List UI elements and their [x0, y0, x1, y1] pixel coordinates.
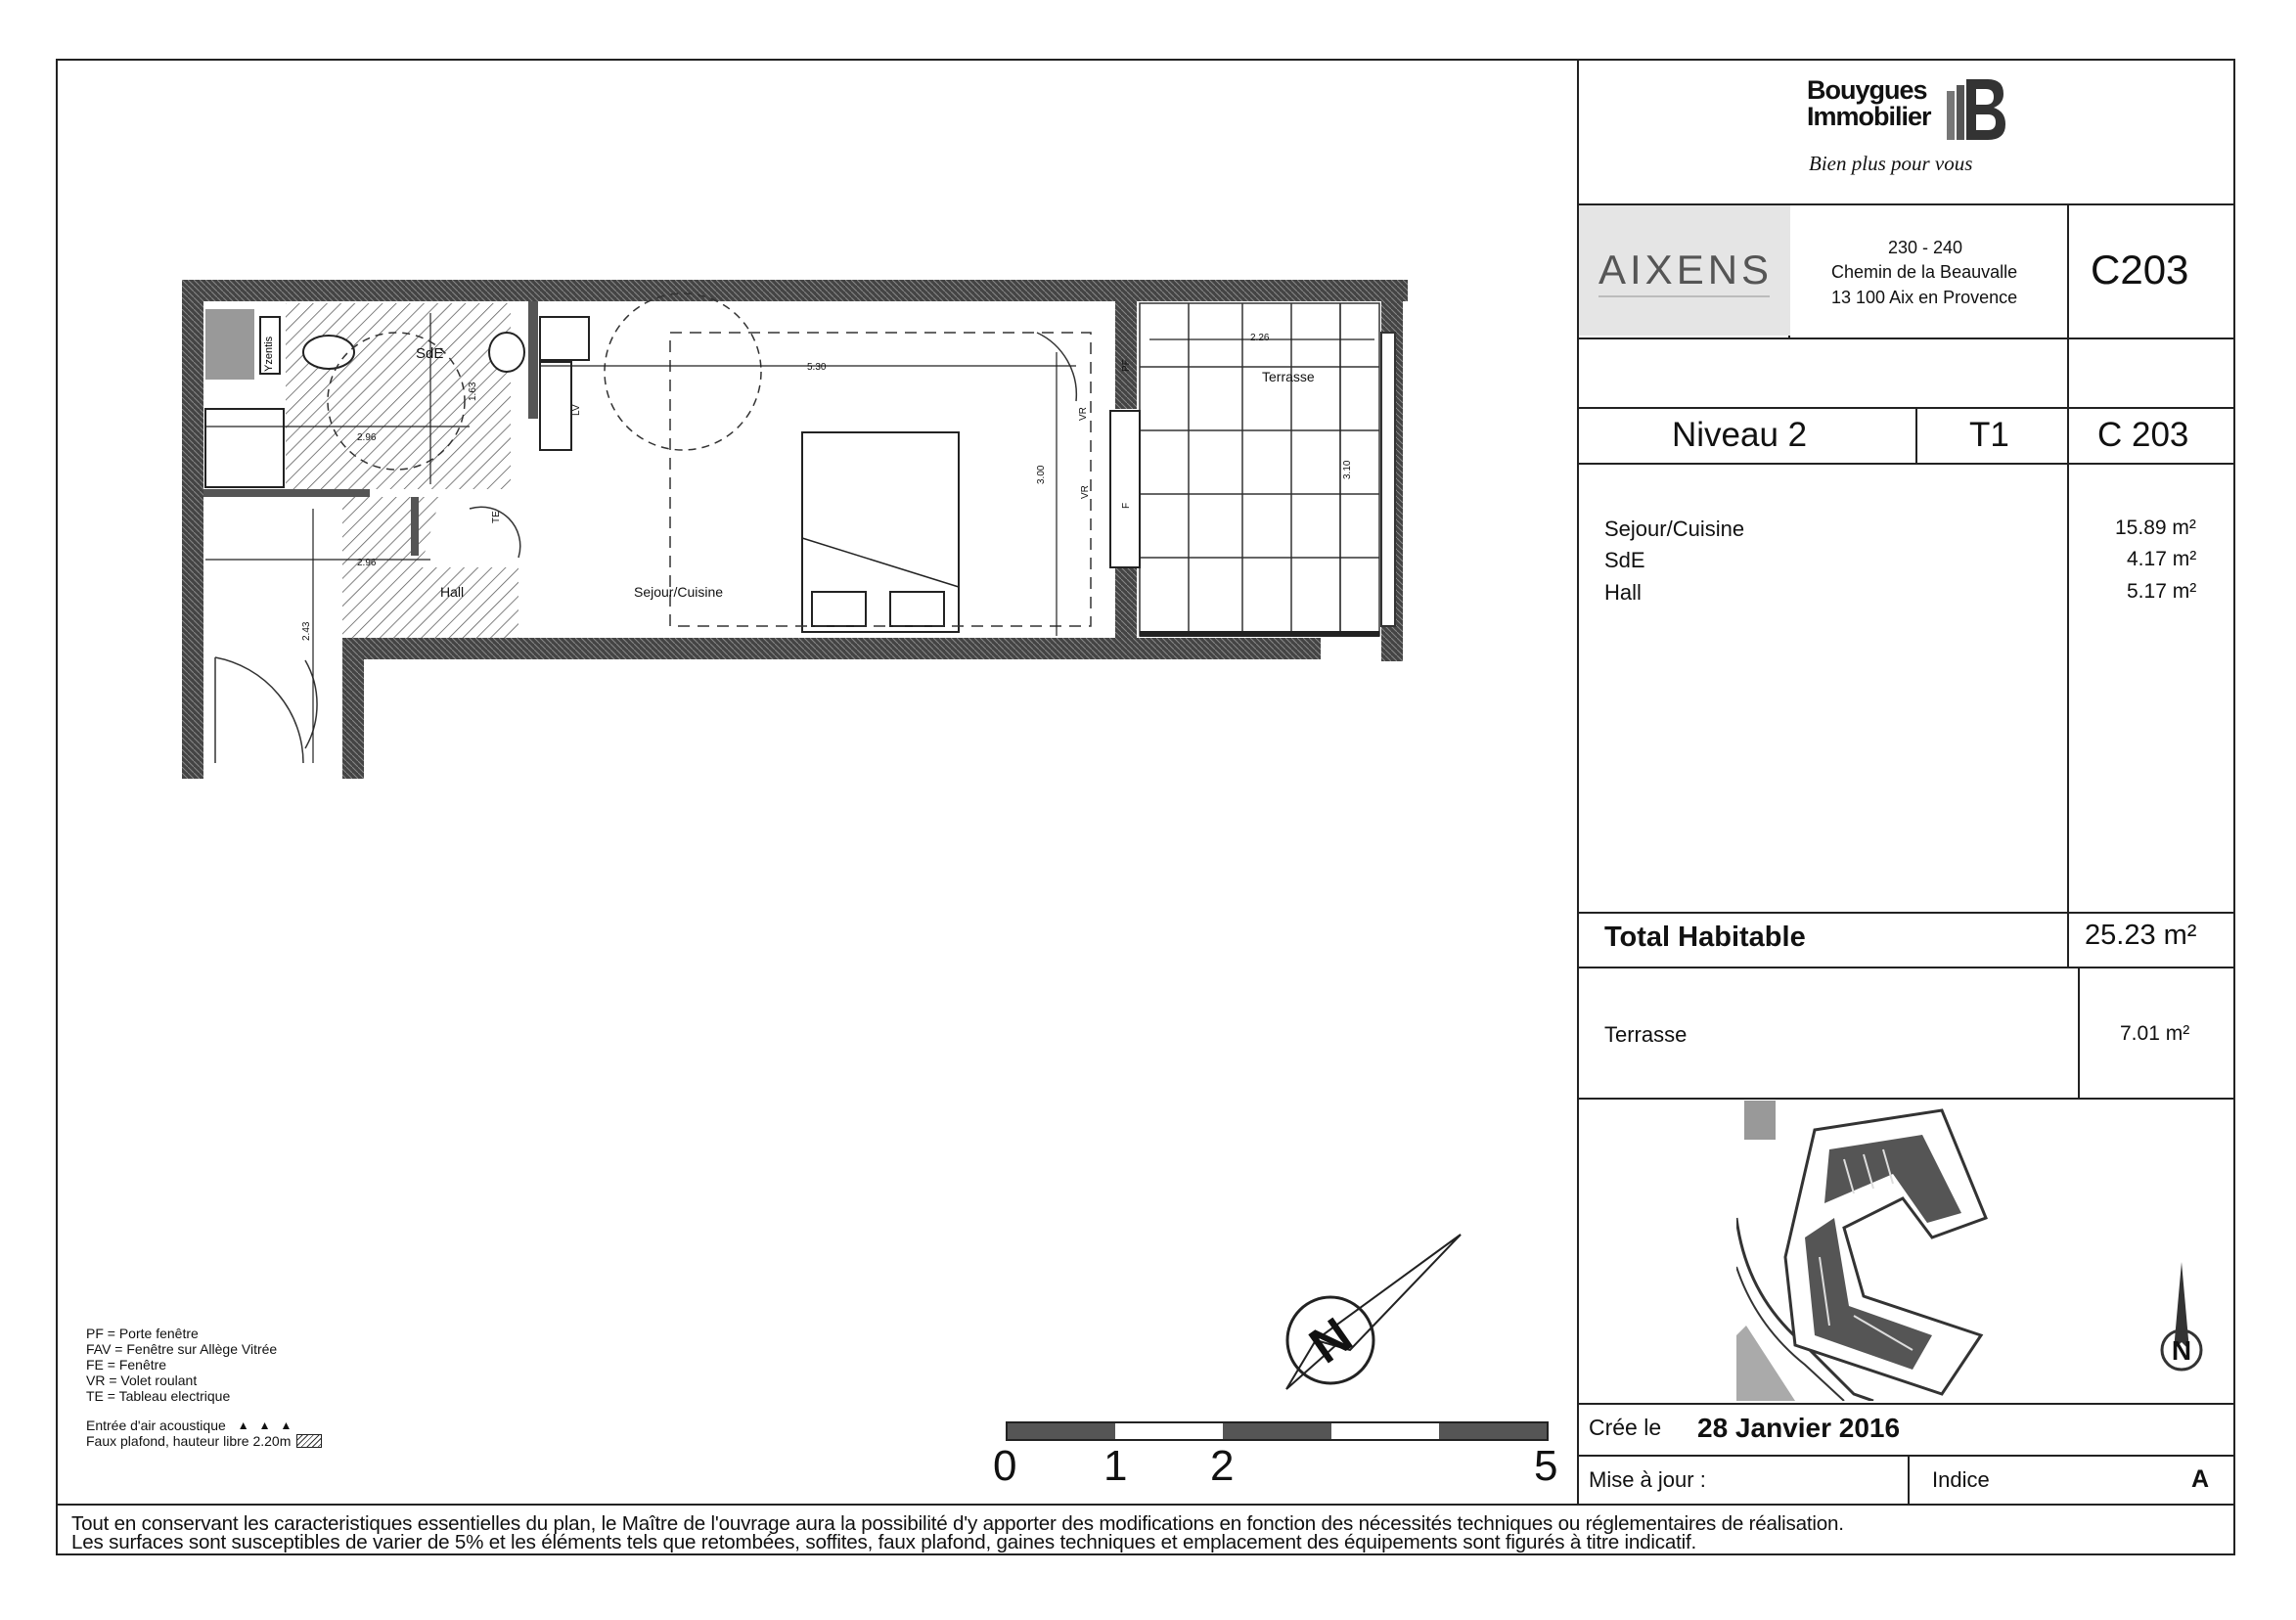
total-label: Total Habitable — [1604, 922, 1806, 953]
dimension-label: 2.96 — [357, 432, 377, 443]
plan-abbrev: PF — [1121, 359, 1132, 372]
dimension-label: 2.43 — [301, 621, 312, 641]
terrace-area: 7.01 m² — [2120, 1022, 2190, 1045]
plan-abbrev: F — [1121, 502, 1132, 509]
indice-value: A — [2191, 1465, 2210, 1493]
title-block-rule — [1577, 1403, 2235, 1405]
disclaimer-line: Tout en conservant les caracteristiques essentielles du plan, le Maître de l'ouvrage aura la possibilité d'y apporter des modifications en fonction des nécessités techniques ou réglementaires de réalisation. — [71, 1512, 1844, 1535]
title-block-rule — [1577, 407, 2235, 409]
address-line: 230 - 240 — [1888, 238, 1963, 257]
created-label: Crée le — [1589, 1415, 1662, 1440]
air-vent-icon: ▲▲▲ — [237, 1418, 302, 1432]
indice-label: Indice — [1932, 1467, 1990, 1492]
brand-name: Bouygues — [1807, 75, 1927, 105]
surface-room: Sejour/Cuisine — [1604, 517, 1745, 541]
level-label: Niveau 2 — [1672, 416, 1808, 454]
surface-room: SdE — [1604, 548, 1645, 572]
footer-rule — [56, 1504, 2235, 1506]
title-block-rule — [1577, 967, 2235, 968]
title-block-rule — [1577, 463, 2235, 465]
disclaimer-line: Les surfaces sont susceptibles de varier de 5% et les éléments tels que retombées, soffites, faux plafond, gaines techniques et emplacement des équipements sont figurés à titre indicatif. — [71, 1531, 1697, 1553]
legend-item: VR = Volet roulant — [86, 1372, 198, 1388]
brand-slogan: Bien plus pour vous — [1809, 152, 1973, 175]
plan-abbrev: LV — [571, 404, 582, 416]
title-block-rule — [1577, 912, 2235, 914]
title-block-rule — [1577, 338, 2235, 339]
dimension-label: 3.00 — [1036, 465, 1047, 484]
title-block-divider — [1915, 407, 1917, 463]
brand-name: Immobilier — [1807, 102, 1931, 131]
scale-bar — [1006, 1421, 1549, 1441]
hatch-swatch-icon — [296, 1434, 322, 1448]
legend-item: FAV = Fenêtre sur Allège Vitrée — [86, 1341, 278, 1357]
project-logo-text: AIXENS — [1598, 247, 1774, 292]
room-label-sejour: Sejour/Cuisine — [634, 584, 724, 600]
brand-logo — [1805, 73, 2010, 181]
title-block-divider — [1908, 1455, 1910, 1504]
plan-abbrev: VR — [1078, 407, 1089, 421]
legend — [86, 1326, 322, 1449]
type-label: T1 — [1969, 416, 2009, 454]
dimension-label: 2.96 — [357, 558, 377, 568]
brand-b-icon — [1947, 77, 2007, 142]
room-label-terrasse: Terrasse — [1262, 369, 1315, 384]
dimension-label: 3.10 — [1342, 460, 1353, 479]
scale-label: 0 — [993, 1442, 1017, 1490]
site-plan-map — [1736, 1101, 2049, 1401]
project-logo — [1579, 205, 1790, 336]
address-line: Chemin de la Beauvalle — [1831, 262, 2018, 282]
room-label-hall: Hall — [440, 584, 465, 600]
compass-rose-icon — [1257, 1233, 1472, 1404]
room-label-sde: SdE — [416, 345, 444, 362]
total-area: 25.23 m² — [2085, 920, 2197, 951]
lot-code: C203 — [2091, 247, 2189, 292]
project-logo-underline — [1598, 295, 1770, 297]
compass-letter: N — [1299, 1307, 1363, 1375]
legend-ceiling: Faux plafond, hauteur libre 2.20m — [86, 1433, 292, 1449]
plan-abbrev: VR — [1080, 485, 1091, 499]
legend-item: TE = Tableau electrique — [86, 1388, 231, 1404]
wc-label: Yzentis — [263, 336, 275, 372]
legend-air: Entrée d'air acoustique — [86, 1418, 226, 1433]
address-line: 13 100 Aix en Provence — [1831, 288, 2018, 307]
surface-area: 5.17 m² — [2127, 580, 2197, 603]
lot-label: C 203 — [2097, 416, 2189, 454]
title-block-divider — [2067, 203, 2069, 967]
title-block-rule — [1577, 1098, 2235, 1100]
surface-room: Hall — [1604, 580, 1642, 605]
scale-label: 2 — [1210, 1442, 1235, 1490]
surface-area: 15.89 m² — [2115, 517, 2196, 539]
scale-label: 1 — [1103, 1442, 1128, 1490]
title-block-rule — [1577, 1455, 2235, 1457]
terrace-label: Terrasse — [1604, 1022, 1688, 1047]
surface-area: 4.17 m² — [2127, 548, 2197, 570]
scale-label: 5 — [1534, 1442, 1558, 1490]
north-letter: N — [2171, 1335, 2192, 1366]
title-block-divider — [2078, 967, 2080, 1098]
floor-plan — [176, 274, 1428, 783]
north-arrow-icon — [2152, 1262, 2211, 1379]
plan-abbrev: TE — [491, 511, 502, 523]
dimension-label: 2.26 — [1250, 333, 1270, 343]
created-date: 28 Janvier 2016 — [1697, 1413, 1901, 1443]
dimension-label: 1.63 — [468, 382, 478, 401]
update-label: Mise à jour : — [1589, 1467, 1706, 1492]
legend-item: PF = Porte fenêtre — [86, 1326, 199, 1341]
legend-item: FE = Fenêtre — [86, 1357, 167, 1372]
dimension-label: 5.30 — [807, 362, 827, 373]
